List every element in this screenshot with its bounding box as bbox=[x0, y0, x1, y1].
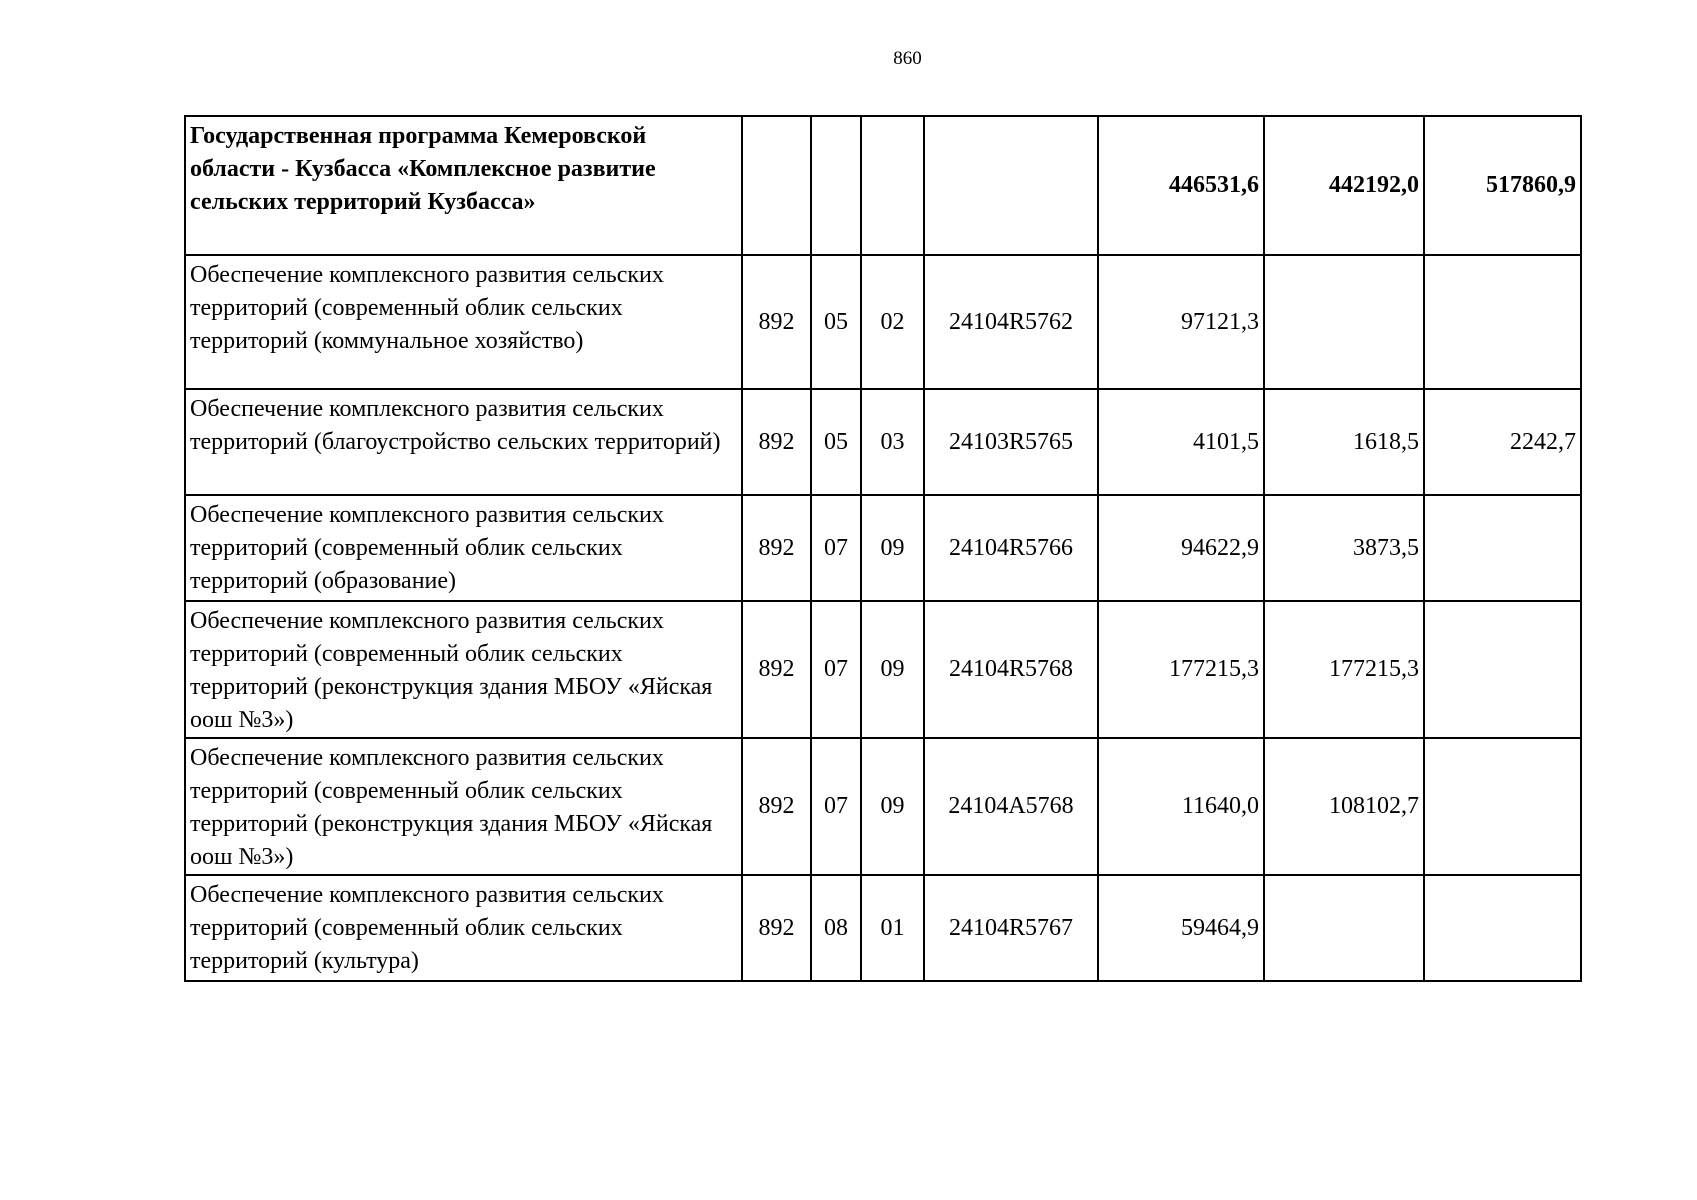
section-code-cell bbox=[811, 116, 861, 255]
section-code-cell: 07 bbox=[811, 495, 861, 601]
page-number: 860 bbox=[893, 48, 922, 69]
target-article-cell: 24104A5768 bbox=[924, 738, 1098, 875]
amount-year2-cell bbox=[1264, 255, 1424, 389]
table-row bbox=[185, 495, 1581, 601]
row-name-cell: Обеспечение комплексного развития сельских территорий (современный облик сельских территорий (образование) bbox=[185, 495, 742, 601]
section-code-cell: 05 bbox=[811, 255, 861, 389]
subsection-code-cell: 01 bbox=[861, 875, 924, 981]
amount-year1-cell: 94622,9 bbox=[1098, 495, 1264, 601]
amount-year1-cell: 11640,0 bbox=[1098, 738, 1264, 875]
section-code-cell: 05 bbox=[811, 389, 861, 495]
amount-year1-cell: 446531,6 bbox=[1098, 116, 1264, 255]
target-article-cell: 24104R5766 bbox=[924, 495, 1098, 601]
target-article-cell bbox=[924, 116, 1098, 255]
amount-year3-cell bbox=[1424, 495, 1581, 601]
table-row bbox=[185, 255, 1581, 389]
row-name-cell: Обеспечение комплексного развития сельских территорий (современный облик сельских территорий (культура) bbox=[185, 875, 742, 981]
ministry-code-cell: 892 bbox=[742, 738, 811, 875]
subsection-code-cell: 03 bbox=[861, 389, 924, 495]
row-name-cell: Обеспечение комплексного развития сельских территорий (благоустройство сельских территорий) bbox=[185, 389, 742, 495]
table-row bbox=[185, 389, 1581, 495]
amount-year3-cell bbox=[1424, 875, 1581, 981]
ministry-code-cell: 892 bbox=[742, 875, 811, 981]
amount-year1-cell: 97121,3 bbox=[1098, 255, 1264, 389]
row-name-cell: Обеспечение комплексного развития сельских территорий (современный облик сельских территорий (реконструкция здания МБОУ «Яйская оош №3») bbox=[185, 738, 742, 875]
amount-year3-cell: 2242,7 bbox=[1424, 389, 1581, 495]
row-name-cell: Обеспечение комплексного развития сельских территорий (современный облик сельских территорий (реконструкция здания МБОУ «Яйская оош №3») bbox=[185, 601, 742, 738]
subsection-code-cell: 02 bbox=[861, 255, 924, 389]
amount-year3-cell: 517860,9 bbox=[1424, 116, 1581, 255]
amount-year3-cell bbox=[1424, 601, 1581, 738]
table-row-program-total bbox=[185, 116, 1581, 255]
ministry-code-cell: 892 bbox=[742, 389, 811, 495]
subsection-code-cell bbox=[861, 116, 924, 255]
ministry-code-cell: 892 bbox=[742, 495, 811, 601]
amount-year2-cell: 177215,3 bbox=[1264, 601, 1424, 738]
amount-year1-cell: 4101,5 bbox=[1098, 389, 1264, 495]
amount-year2-cell: 108102,7 bbox=[1264, 738, 1424, 875]
table-row bbox=[185, 738, 1581, 875]
section-code-cell: 07 bbox=[811, 601, 861, 738]
section-code-cell: 08 bbox=[811, 875, 861, 981]
table-row bbox=[185, 875, 1581, 981]
amount-year2-cell: 3873,5 bbox=[1264, 495, 1424, 601]
amount-year1-cell: 59464,9 bbox=[1098, 875, 1264, 981]
amount-year2-cell: 442192,0 bbox=[1264, 116, 1424, 255]
target-article-cell: 24104R5767 bbox=[924, 875, 1098, 981]
table-row bbox=[185, 601, 1581, 738]
amount-year2-cell: 1618,5 bbox=[1264, 389, 1424, 495]
section-code-cell: 07 bbox=[811, 738, 861, 875]
ministry-code-cell: 892 bbox=[742, 255, 811, 389]
amount-year3-cell bbox=[1424, 738, 1581, 875]
budget-table bbox=[184, 115, 1582, 982]
subsection-code-cell: 09 bbox=[861, 601, 924, 738]
target-article-cell: 24104R5768 bbox=[924, 601, 1098, 738]
amount-year1-cell: 177215,3 bbox=[1098, 601, 1264, 738]
ministry-code-cell bbox=[742, 116, 811, 255]
subsection-code-cell: 09 bbox=[861, 738, 924, 875]
amount-year3-cell bbox=[1424, 255, 1581, 389]
amount-year2-cell bbox=[1264, 875, 1424, 981]
row-name-cell: Государственная программа Кемеровской области - Кузбасса «Комплексное развитие сельских территорий Кузбасса» bbox=[185, 116, 742, 255]
ministry-code-cell: 892 bbox=[742, 601, 811, 738]
target-article-cell: 24104R5762 bbox=[924, 255, 1098, 389]
target-article-cell: 24103R5765 bbox=[924, 389, 1098, 495]
subsection-code-cell: 09 bbox=[861, 495, 924, 601]
row-name-cell: Обеспечение комплексного развития сельских территорий (современный облик сельских территорий (коммунальное хозяйство) bbox=[185, 255, 742, 389]
